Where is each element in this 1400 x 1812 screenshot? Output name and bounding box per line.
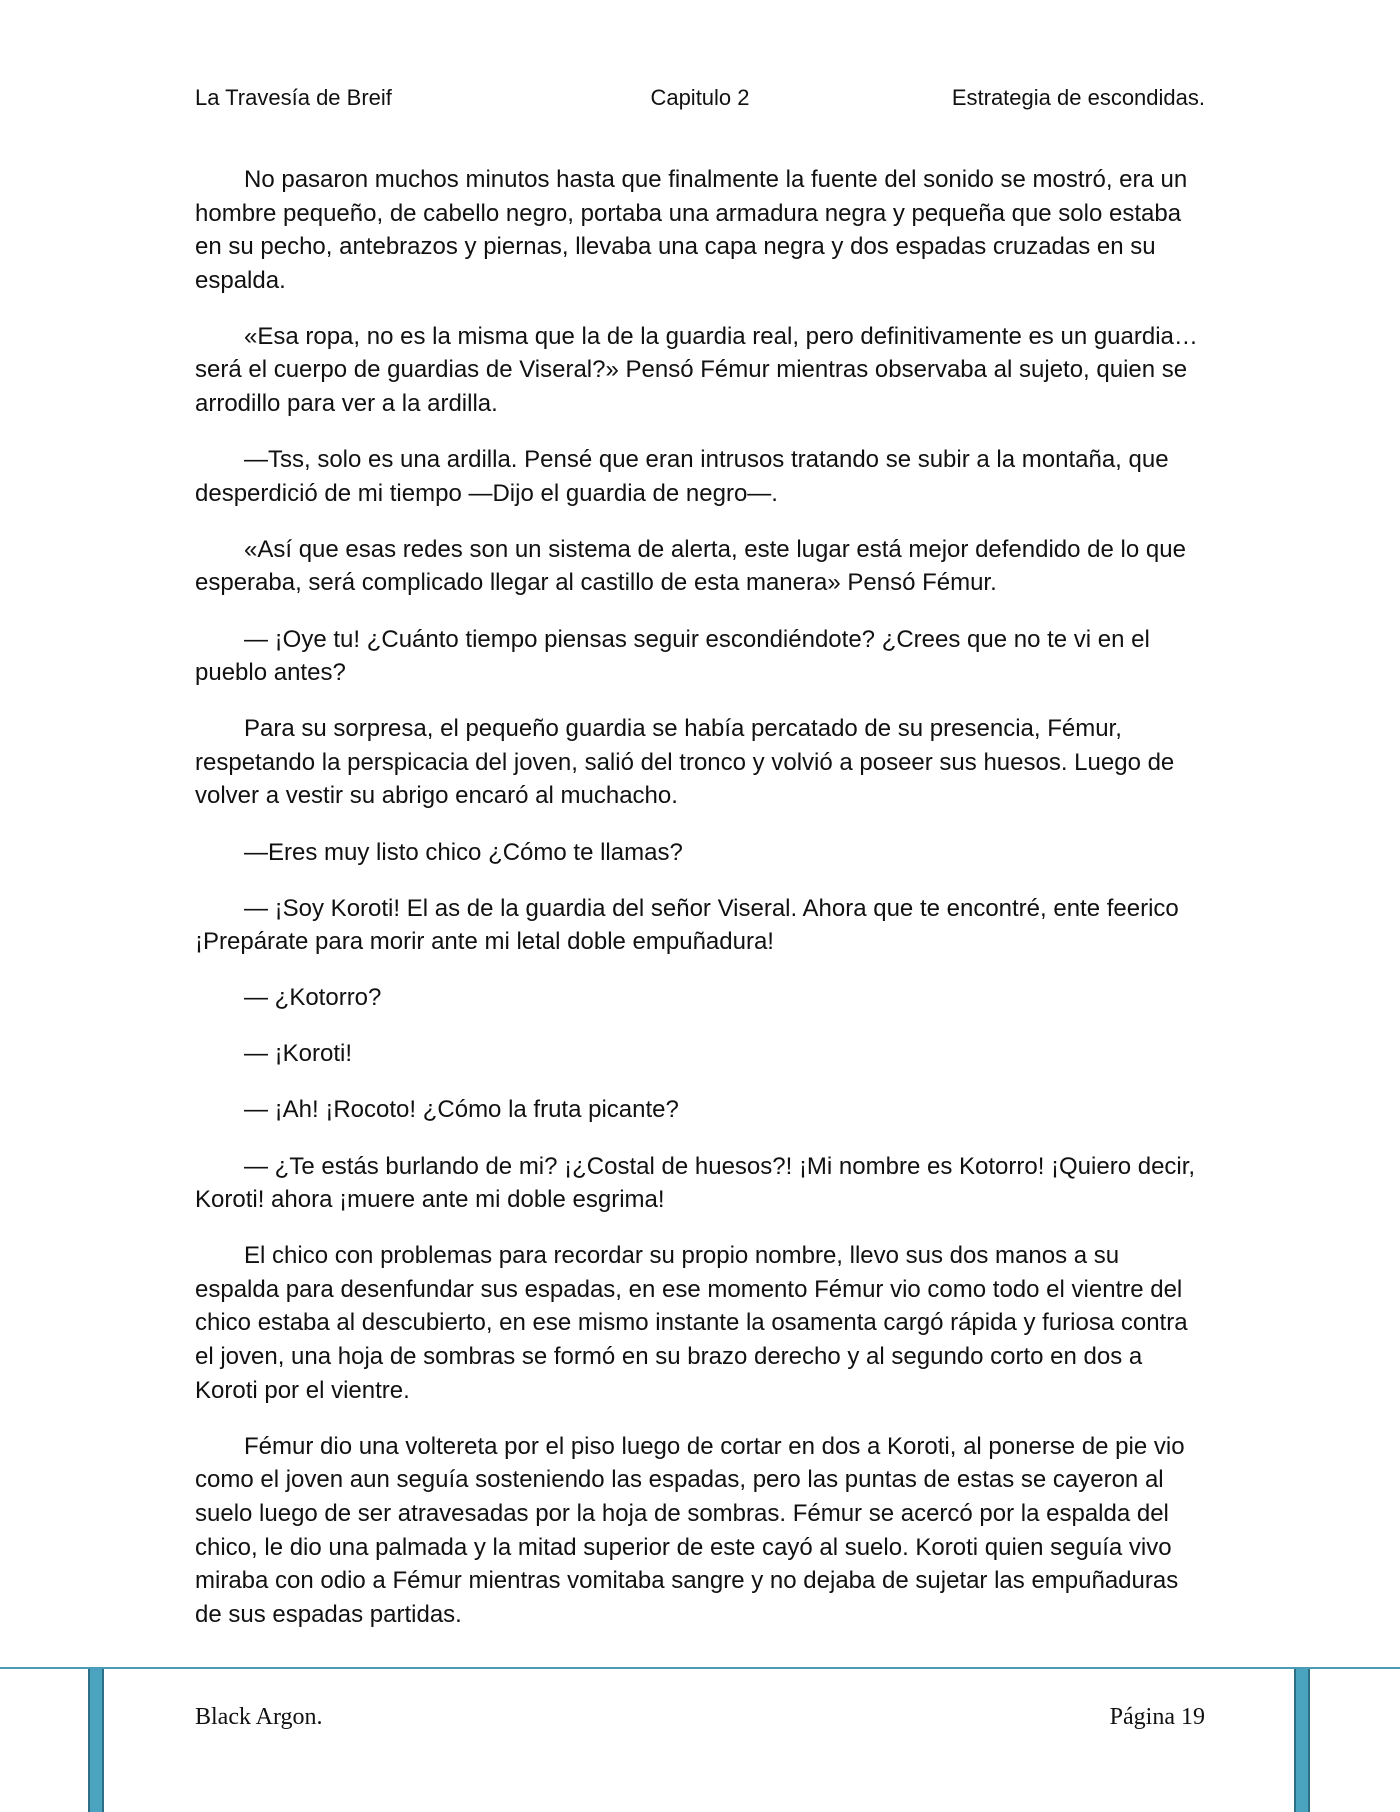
header-section-title: Estrategia de escondidas. (951, 85, 1205, 110)
page-footer (195, 1700, 1205, 1734)
footer-rule (0, 1667, 1400, 1669)
page-header (195, 82, 1205, 114)
paragraph: No pasaron muchos minutos hasta que finalmente la fuente del sonido se mostró, era un hombre pequeño, de cabello negro, portaba una armadura negra y pequeña que solo estaba en su pecho, antebrazos y piernas, llevaba una capa negra y dos espadas cruzadas en su espalda. (195, 166, 1188, 294)
footer-decor-bar-left (88, 1669, 104, 1812)
paragraph: «Esa ropa, no es la misma que la de la guardia real, pero definitivamente es un guardia… será el cuerpo de guardias de Viseral?» Pensó Fémur mientras observaba al sujeto, quien se arrodillo para ver a la ardilla. (195, 322, 1198, 418)
paragraph: Fémur dio una voltereta por el piso luego de cortar en dos a Koroti, al ponerse de pie vio como el joven aun seguía sosteniendo las espadas, pero las puntas de estas se cayeron al suelo luego de ser atravesadas por la hoja de sombras. Fémur se acercó por la espalda del chico, le dio una palmada y la mitad superior de este cayó al suelo. Koroti quien seguía vivo miraba con odio a Fémur mientras vomitaba sangre y no dejaba de sujetar las empuñaduras de sus espadas partidas. (195, 1432, 1185, 1628)
paragraph: — ¿Te estás burlando de mi? ¡¿Costal de huesos?! ¡Mi nombre es Kotorro! ¡Quiero decir, Koroti! ahora ¡muere ante mi doble esgrima! (195, 1152, 1196, 1214)
paragraph: El chico con problemas para recordar su propio nombre, llevo sus dos manos a su espalda para desenfundar sus espadas, en ese momento Fémur vio como todo el vientre del chico estaba al descubierto, en ese mismo instante la osamenta cargó rápida y furiosa contra el joven, una hoja de sombras se formó en su brazo derecho y al segundo corto en dos a Koroti por el vientre. (195, 1242, 1188, 1404)
paragraph: «Así que esas redes son un sistema de alerta, este lugar está mejor defendido de lo que esperaba, será complicado llegar al castillo de esta manera» Pensó Fémur. (195, 535, 1186, 597)
paragraph: — ¡Koroti! (244, 1040, 353, 1068)
footer-author: Black Argon. (195, 1704, 323, 1730)
paragraph: — ¡Soy Koroti! El as de la guardia del señor Viseral. Ahora que te encontré, ente feerico ¡Prepárate para morir ante mi letal doble empuñadura! (195, 894, 1179, 956)
paragraph: — ¡Ah! ¡Rocoto! ¿Cómo la fruta picante? (244, 1096, 679, 1124)
paragraph: Para su sorpresa, el pequeño guardia se había percatado de su presencia, Fémur, respetando la perspicacia del joven, salió del tronco y volvió a poseer sus huesos. Luego de volver a vestir su abrigo encaró al muchacho. (195, 715, 1175, 810)
footer-page-number: Página 19 (1109, 1704, 1205, 1730)
paragraph: — ¿Kotorro? (244, 984, 382, 1012)
footer-decor-bar-right (1294, 1669, 1310, 1812)
header-chapter: Capitulo 2 (650, 85, 750, 110)
page-body (195, 163, 1205, 1654)
header-book-title: La Travesía de Breif (195, 85, 392, 110)
paragraph: —Eres muy listo chico ¿Cómo te llamas? (244, 838, 683, 866)
paragraph: —Tss, solo es una ardilla. Pensé que eran intrusos tratando se subir a la montaña, que desperdició de mi tiempo —Dijo el guardia de negro—. (195, 446, 1169, 507)
paragraph: — ¡Oye tu! ¿Cuánto tiempo piensas seguir escondiéndote? ¿Crees que no te vi en el pueblo antes? (195, 625, 1150, 687)
